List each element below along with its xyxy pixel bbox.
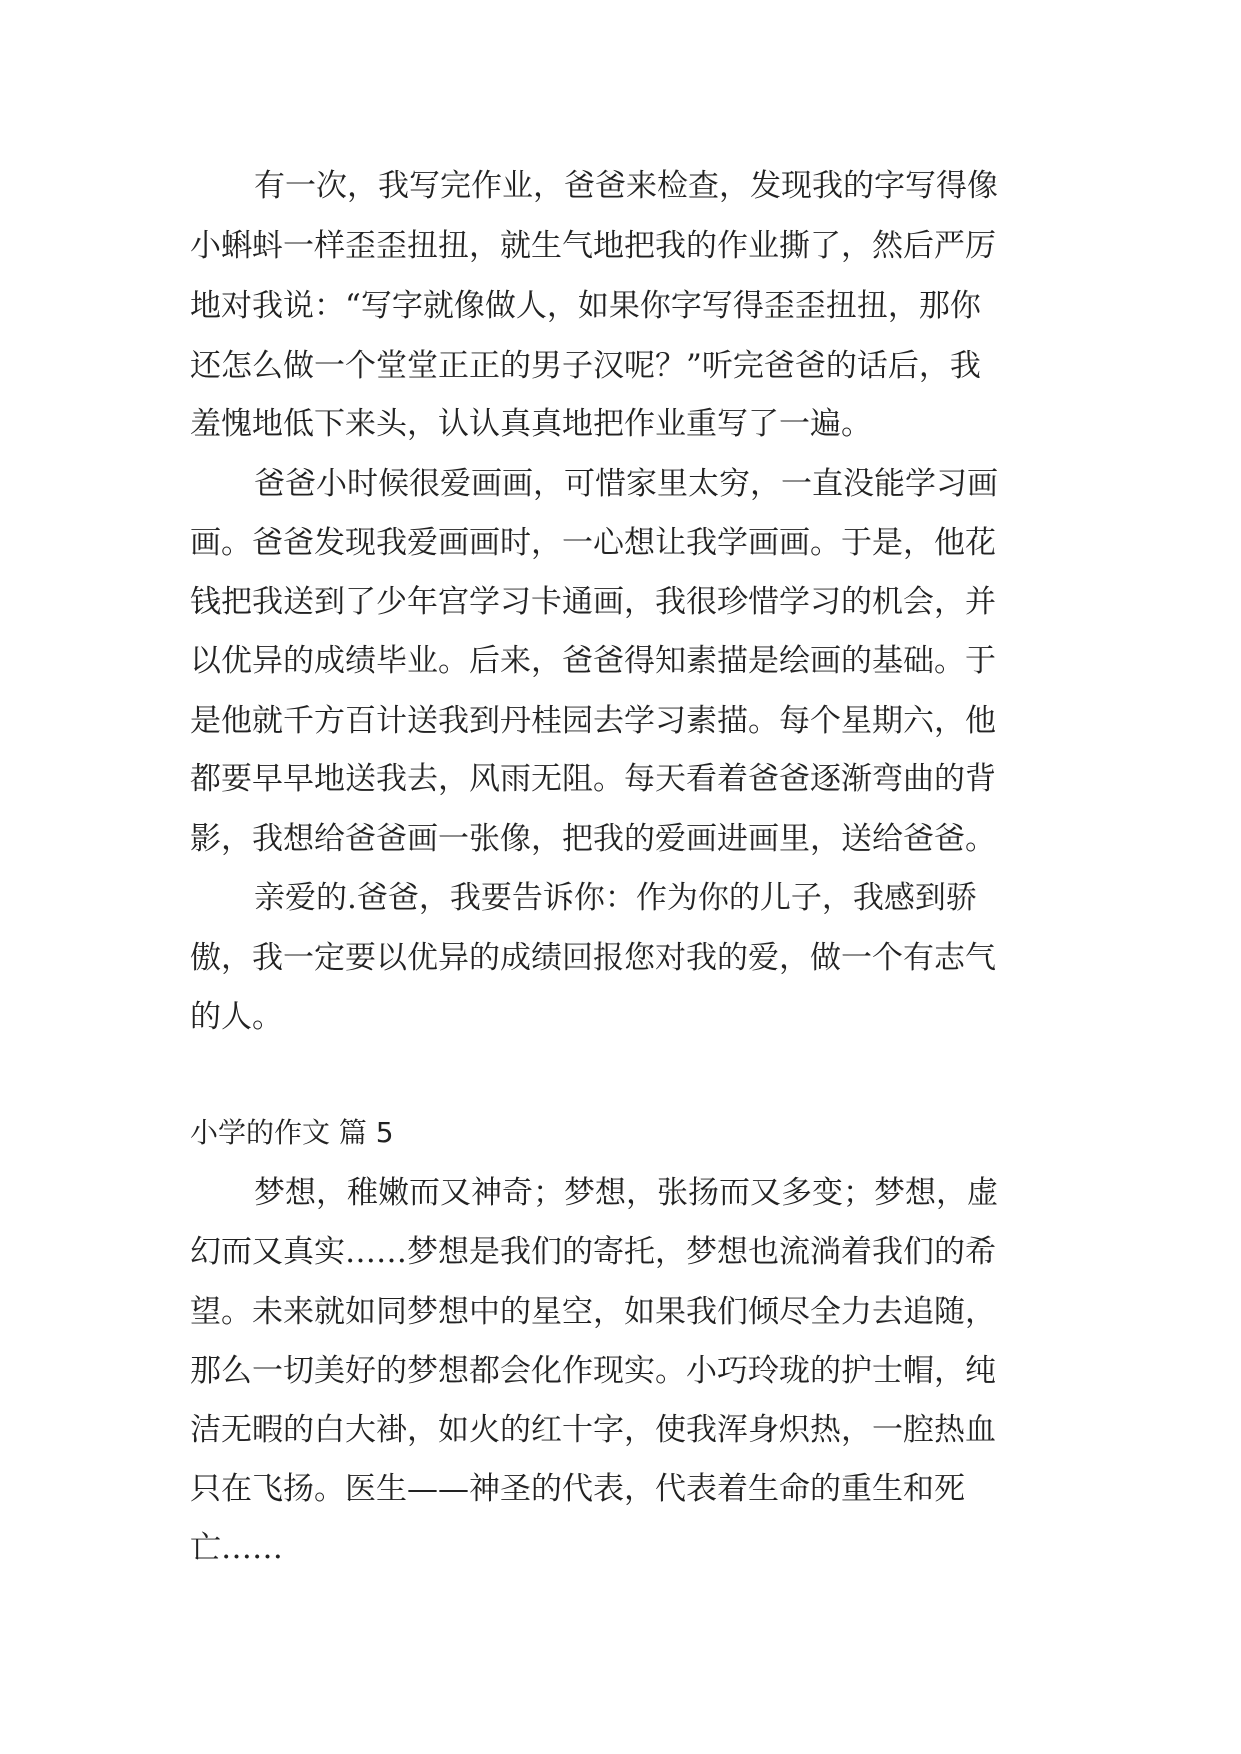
paragraph-line: 地对我说：“写字就像做人，如果你字写得歪歪扭扭，那你 [190,288,981,324]
paragraph-line: 亡…… [190,1530,283,1566]
paragraph-line: 还怎么做一个堂堂正正的男子汉呢？”听完爸爸的话后，我 [190,348,981,384]
paragraph-line: 是他就千方百计送我到丹桂园去学习素描。每个星期六，他 [190,703,996,739]
paragraph-line: 画。爸爸发现我爱画画时，一心想让我学画画。于是，他花 [190,525,996,561]
paragraph-line: 羞愧地低下来头，认认真真地把作业重写了一遍。 [190,406,872,442]
paragraph-line: 只在飞扬。医生——神圣的代表，代表着生命的重生和死 [190,1471,965,1507]
paragraph-line: 有一次，我写完作业，爸爸来检查，发现我的字写得像 [254,168,998,204]
paragraph-line: 都要早早地送我去，风雨无阻。每天看着爸爸逐渐弯曲的背 [190,761,996,797]
section-heading: 小学的作文 篇 5 [190,1116,394,1149]
paragraph-line: 小蝌蚪一样歪歪扭扭，就生气地把我的作业撕了，然后严厉 [190,228,996,264]
paragraph-line: 望。未来就如同梦想中的星空，如果我们倾尽全力去追随， [190,1294,996,1330]
paragraph-line: 钱把我送到了少年宫学习卡通画，我很珍惜学习的机会，并 [190,584,996,620]
paragraph-line: 幻而又真实……梦想是我们的寄托，梦想也流淌着我们的希 [190,1234,996,1270]
paragraph-line: 梦想，稚嫩而又神奇；梦想，张扬而又多变；梦想，虚 [254,1175,998,1211]
paragraph-line: 的人。 [190,999,283,1035]
paragraph-line: 爸爸小时候很爱画画，可惜家里太穷，一直没能学习画 [254,466,998,502]
paragraph-line: 以优异的成绩毕业。后来，爸爸得知素描是绘画的基础。于 [190,643,996,679]
paragraph-line: 傲，我一定要以优异的成绩回报您对我的爱，做一个有志气 [190,940,996,976]
paragraph-line: 洁无暇的白大褂，如火的红十字，使我浑身炽热，一腔热血 [190,1412,996,1448]
paragraph-line: 亲爱的.爸爸，我要告诉你：作为你的儿子，我感到骄 [254,880,977,916]
paragraph-line: 那么一切美好的梦想都会化作现实。小巧玲珑的护士帽，纯 [190,1353,996,1389]
paragraph-line: 影，我想给爸爸画一张像，把我的爱画进画里，送给爸爸。 [190,821,996,857]
